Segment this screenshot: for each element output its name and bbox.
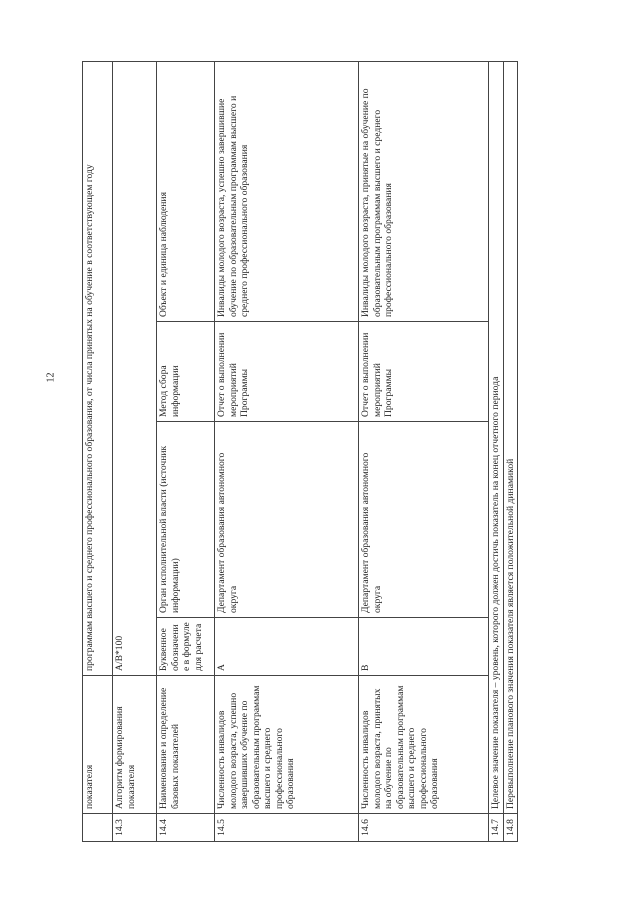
observation-object-cell: Инвалиды молодого возраста, успешно завершившие обучение по образовательным программам высшего и среднего профессионального образования [215, 61, 359, 321]
algorithm-label-cell: Алгоритм формирования показателя [113, 676, 157, 814]
table-row [503, 61, 518, 841]
dynamics-cell: Перевыполнение планового значения показателя является положительной динамикой [503, 61, 518, 813]
landscape-table-wrapper [82, 62, 516, 842]
collection-method-cell: Отчет о выполнении мероприятий Программы [359, 322, 489, 422]
target-value-cell: Целевое значение показателя – уровень, которого должен достичь показатель на конец отчетного периода [489, 61, 504, 813]
observation-object-cell: Инвалиды молодого возраста, принятые на обучение по образовательным программам высшего и среднего профессионального образования [359, 61, 489, 321]
base-indicator-name-cell: Численность инвалидов молодого возраста, успешно завершивших обучение по образовательным программам высшего и среднего профессионального образования [215, 676, 359, 814]
table-row [157, 61, 215, 841]
header-name-cell: Наименование и определение базовых показателей [157, 676, 215, 814]
row-number-cell: 14.4 [157, 814, 215, 842]
row-number-cell: 14.8 [503, 814, 518, 842]
indicator-passport-table [82, 61, 518, 842]
formula-cell: А/В*100 [113, 61, 157, 675]
row-number-cell: 14.5 [215, 814, 359, 842]
source-organ-cell: Департамент образования автономного округа [215, 422, 359, 618]
base-indicator-name-cell: Численность инвалидов молодого возраста, принятых на обучение по образовательным программам высшего и среднего профессионального образования [359, 676, 489, 814]
row-number-cell: 14.6 [359, 814, 489, 842]
row-number-cell: 14.3 [113, 814, 157, 842]
table-row [489, 61, 504, 841]
table-row [83, 61, 113, 841]
formula-letter-cell: В [359, 618, 489, 676]
header-object-cell: Объект и единица наблюдения [157, 61, 215, 321]
table-row [359, 61, 489, 841]
header-method-cell: Метод сбора информации [157, 322, 215, 422]
header-organ-cell: Орган исполнительной власти (источник информации) [157, 422, 215, 618]
row-number-cell [83, 814, 113, 842]
table-row [113, 61, 157, 841]
indicator-name-cell: показателя [83, 676, 113, 814]
source-organ-cell: Департамент образования автономного округа [359, 422, 489, 618]
formula-letter-cell: А [215, 618, 359, 676]
row-number-cell: 14.7 [489, 814, 504, 842]
header-letter-cell: Буквенное обозначение в формуле для расчета [157, 618, 215, 676]
indicator-definition-cell: программам высшего и среднего профессионального образования, от числа принятых на обучение в соответствующем году [83, 61, 113, 675]
collection-method-cell: Отчет о выполнении мероприятий Программы [215, 322, 359, 422]
table-row [215, 61, 359, 841]
rotated-table-region [82, 62, 516, 842]
page-number: 12 [45, 372, 57, 383]
